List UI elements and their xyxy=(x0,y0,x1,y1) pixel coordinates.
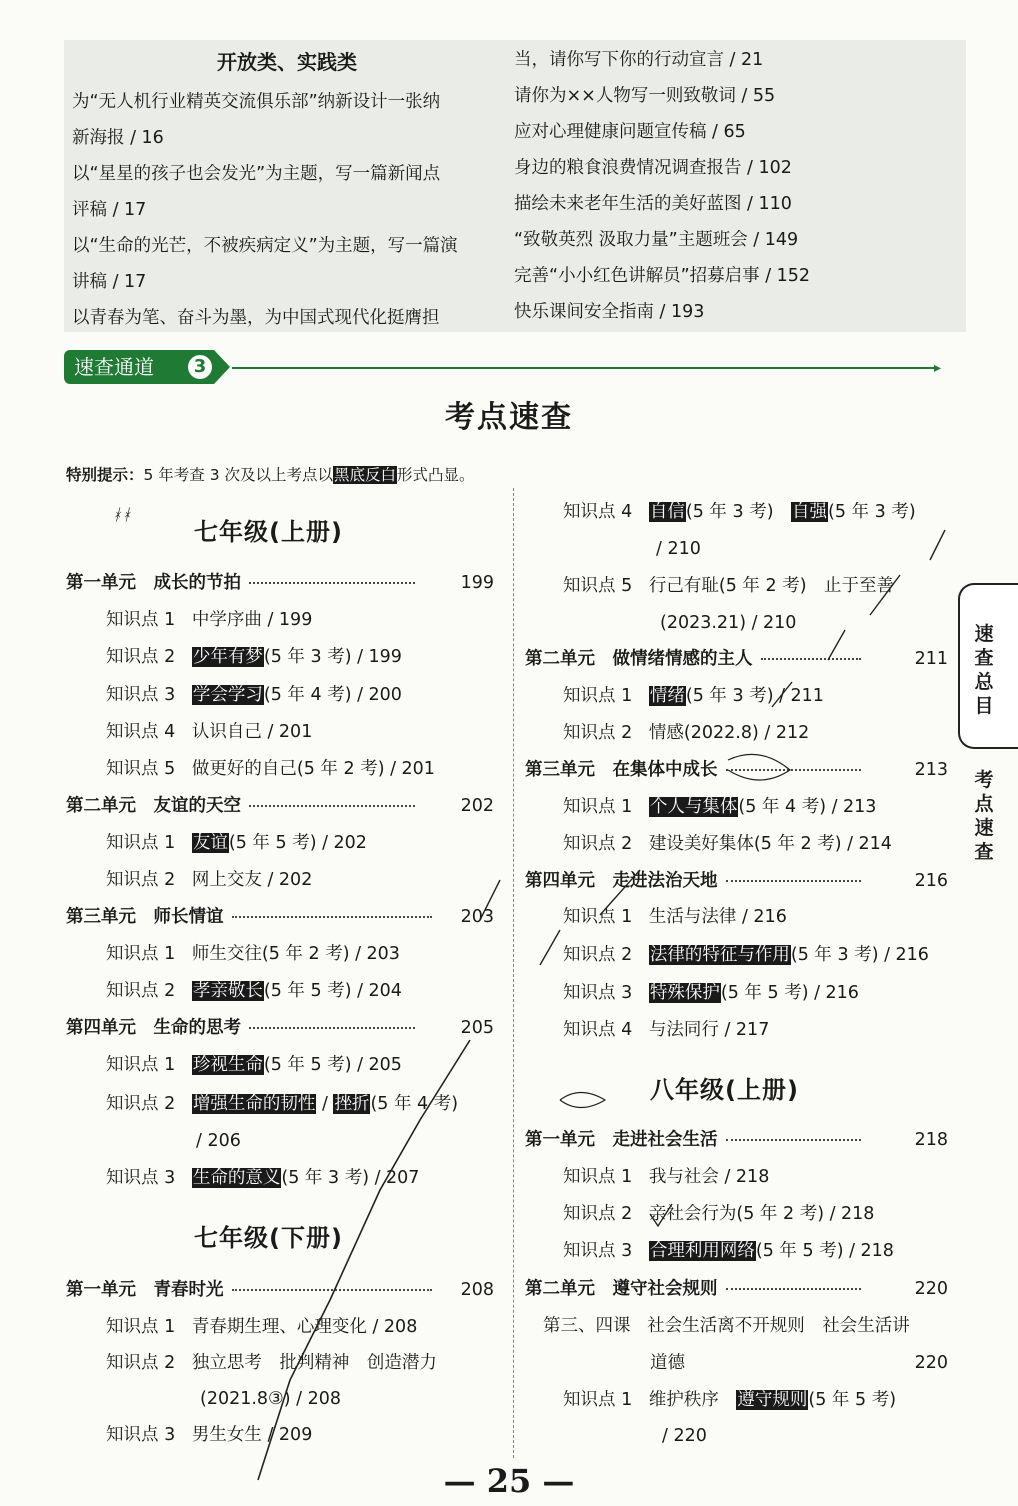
kp-continuation: (2023.21) / 210 xyxy=(660,613,797,633)
kp-text: (5 年 3 考) / 199 xyxy=(263,647,402,667)
kp-text: (5 年 5 考) / 202 xyxy=(228,833,367,853)
list-item: “致敬英烈 汲取力量”主题班会 / 149 xyxy=(514,230,799,250)
kp-text: (5 年 3 考) xyxy=(685,502,792,522)
kp-highlight: 合理利用网络 xyxy=(649,1241,755,1261)
banner-label: 速查通道 xyxy=(64,350,214,384)
kp-label: 知识点 4 xyxy=(563,502,633,522)
kp-separator: / xyxy=(316,1094,334,1114)
kp-label: 知识点 3 xyxy=(563,1241,633,1261)
kp-label: 知识点 5 xyxy=(563,576,633,596)
page-title: 考点速查 xyxy=(445,400,573,435)
kp-text: (5 年 5 考) / 205 xyxy=(263,1055,402,1075)
kp-highlight: 自信 xyxy=(649,502,685,522)
kp-label: 知识点 5 xyxy=(106,759,176,779)
page-number: 199 xyxy=(460,573,494,593)
list-item: 以青春为笔、奋斗为墨，为中国式现代化挺膺担 xyxy=(72,308,440,328)
kp-highlight: 法律的特征与作用 xyxy=(649,945,790,965)
kp-label: 知识点 2 xyxy=(563,1204,633,1224)
page-number-footer: — 25 — xyxy=(443,1462,575,1500)
kp-label: 知识点 1 xyxy=(106,944,176,964)
kp-text: (5 年 4 考) / 200 xyxy=(263,685,402,705)
list-item: 以“生命的光芒，不被疾病定义”为主题，写一篇演 xyxy=(72,236,458,256)
grade-heading: 七年级(上册) xyxy=(194,518,343,546)
kp-label: 知识点 2 xyxy=(106,1094,176,1114)
kp-text: 生活与法律 / 216 xyxy=(648,907,787,927)
kp-highlight: 珍视生命 xyxy=(192,1055,263,1075)
list-item: 评稿 / 17 xyxy=(72,200,147,220)
lesson-label: 第三、四课 xyxy=(543,1316,631,1336)
lesson-continuation: 道德 xyxy=(650,1353,685,1373)
page-number: 208 xyxy=(460,1280,494,1300)
kp-text: 青春期生理、心理变化 / 208 xyxy=(191,1317,418,1337)
unit-title: 第一单元 成长的节拍 xyxy=(66,573,241,593)
arrow-icon: ▸ xyxy=(934,360,942,376)
kp-text: (5 年 3 考) / 207 xyxy=(281,1168,420,1188)
kp-highlight: 孝亲敬长 xyxy=(192,981,263,1001)
kp-highlight: 友谊 xyxy=(192,833,228,853)
page-number: 213 xyxy=(914,760,948,780)
kp-text: 维护秩序 xyxy=(648,1390,737,1410)
kp-label: 知识点 1 xyxy=(563,797,633,817)
kp-highlight: 自强 xyxy=(792,502,828,522)
kp-text: 中学序曲 / 199 xyxy=(191,610,313,630)
list-item: 快乐课间安全指南 / 193 xyxy=(514,302,705,322)
kp-highlight: 挫折 xyxy=(334,1094,370,1114)
tip-label: 特别提示： xyxy=(66,466,144,484)
list-item: 请你为××人物写一则致敬词 / 55 xyxy=(514,86,776,106)
kp-text: (5 年 3 考) / 216 xyxy=(790,945,929,965)
kp-text: 我与社会 / 218 xyxy=(648,1167,770,1187)
unit-title: 第三单元 在集体中成长 xyxy=(525,760,718,780)
page-number: 216 xyxy=(914,871,948,891)
kp-highlight: 特殊保护 xyxy=(649,983,720,1003)
kp-highlight: 情绪 xyxy=(649,686,685,706)
kp-label: 知识点 2 xyxy=(106,981,176,1001)
kp-label: 知识点 3 xyxy=(563,983,633,1003)
list-item: 身边的粮食浪费情况调查报告 / 102 xyxy=(514,158,792,178)
unit-title: 第四单元 生命的思考 xyxy=(66,1018,241,1038)
page-number: 205 xyxy=(460,1018,494,1038)
page-number: 203 xyxy=(460,907,494,927)
handwriting-mark: ᚼᚼ xyxy=(112,505,132,524)
kp-label: 知识点 2 xyxy=(563,834,633,854)
kp-label: 知识点 2 xyxy=(106,1353,176,1373)
kp-highlight: 增强生命的韧性 xyxy=(192,1094,316,1114)
list-item: 新海报 / 16 xyxy=(72,128,164,148)
kp-label: 知识点 2 xyxy=(563,945,633,965)
tip-highlight: 黑底反白 xyxy=(334,466,397,484)
kp-highlight: 少年有梦 xyxy=(192,647,263,667)
section-title: 开放类、实践类 xyxy=(217,50,357,74)
kp-label: 知识点 3 xyxy=(106,1168,176,1188)
unit-title: 第二单元 遵守社会规则 xyxy=(525,1279,718,1299)
list-item: 为“无人机行业精英交流俱乐部”纳新设计一张纳 xyxy=(72,92,441,112)
page-number: 202 xyxy=(460,796,494,816)
unit-title: 第一单元 青春时光 xyxy=(66,1280,224,1300)
kp-text: (5 年 4 考) / 213 xyxy=(738,797,877,817)
kp-text: 亲社会行为(5 年 2 考) / 218 xyxy=(648,1204,875,1224)
unit-title: 第四单元 走进法治天地 xyxy=(525,871,718,891)
kp-text: 情感(2022.8) / 212 xyxy=(648,723,810,743)
kp-text: (5 年 5 考) / 218 xyxy=(755,1241,894,1261)
kp-label: 知识点 1 xyxy=(563,1167,633,1187)
kp-text: (5 年 3 考) / 211 xyxy=(685,686,824,706)
kp-continuation: / 206 xyxy=(196,1131,241,1151)
kp-continuation: / 220 xyxy=(662,1426,707,1446)
kp-continuation: (2021.8③) / 208 xyxy=(200,1389,341,1409)
kp-label: 知识点 2 xyxy=(106,870,176,890)
list-item: 应对心理健康问题宣传稿 / 65 xyxy=(514,122,746,142)
kp-continuation: / 210 xyxy=(656,539,701,559)
kp-text: 男生女生 / 209 xyxy=(191,1425,313,1445)
kp-label: 知识点 1 xyxy=(106,1055,176,1075)
kp-label: 知识点 1 xyxy=(106,833,176,853)
unit-title: 第二单元 友谊的天空 xyxy=(66,796,241,816)
kp-text: (5 年 5 考) / 216 xyxy=(720,983,859,1003)
grade-heading: 七年级(下册) xyxy=(194,1224,343,1252)
kp-label: 知识点 1 xyxy=(563,686,633,706)
unit-title: 第三单元 师长情谊 xyxy=(66,907,224,927)
page-number: 220 xyxy=(914,1279,948,1299)
page-number: 220 xyxy=(914,1353,948,1373)
page-number: 218 xyxy=(914,1130,948,1150)
unit-title: 第二单元 做情绪情感的主人 xyxy=(525,649,753,669)
list-item: 以“星星的孩子也会发光”为主题，写一篇新闻点 xyxy=(72,164,441,184)
kp-text: 师生交往(5 年 2 考) / 203 xyxy=(191,944,400,964)
kp-text: 行己有耻(5 年 2 考) 止于至善 xyxy=(648,576,895,596)
kp-label: 知识点 1 xyxy=(563,907,633,927)
kp-label: 知识点 4 xyxy=(106,722,176,742)
kp-text: (5 年 5 考) xyxy=(808,1390,897,1410)
kp-highlight: 生命的意义 xyxy=(192,1168,281,1188)
kp-label: 知识点 1 xyxy=(106,610,176,630)
kp-label: 知识点 4 xyxy=(563,1020,633,1040)
kp-text: 认识自己 / 201 xyxy=(191,722,313,742)
lesson-text: 社会生活离不开规则 社会生活讲 xyxy=(647,1316,910,1336)
kp-text: (5 年 4 考) xyxy=(370,1094,459,1114)
kp-highlight: 个人与集体 xyxy=(649,797,738,817)
banner-number: 3 xyxy=(188,355,212,379)
list-item: 完善“小小红色讲解员”招募启事 / 152 xyxy=(514,266,811,286)
kp-label: 知识点 1 xyxy=(563,1390,633,1410)
kp-text: (5 年 5 考) / 204 xyxy=(263,981,402,1001)
kp-label: 知识点 3 xyxy=(106,685,176,705)
kp-highlight: 遵守规则 xyxy=(737,1390,808,1410)
side-tab-label[interactable]: 速 查 总 目 xyxy=(974,623,994,717)
list-item: 讲稿 / 17 xyxy=(72,272,147,292)
kp-text: 网上交友 / 202 xyxy=(191,870,313,890)
kp-highlight: 学会学习 xyxy=(192,685,263,705)
side-tab-label-inactive[interactable]: 考 点 速 查 xyxy=(974,769,994,863)
kp-label: 知识点 2 xyxy=(106,647,176,667)
page-number: 211 xyxy=(914,649,948,669)
kp-label: 知识点 2 xyxy=(563,723,633,743)
kp-label: 知识点 1 xyxy=(106,1317,176,1337)
list-item: 当，请你写下你的行动宣言 / 21 xyxy=(514,50,764,70)
list-item: 描绘未来老年生活的美好蓝图 / 110 xyxy=(514,194,792,214)
kp-label: 知识点 3 xyxy=(106,1425,176,1445)
tip-text: 5 年考查 3 次及以上考点以 xyxy=(143,466,334,484)
kp-text: 与法同行 / 217 xyxy=(648,1020,770,1040)
kp-text: 建设美好集体(5 年 2 考) / 214 xyxy=(648,834,892,854)
kp-text: (5 年 3 考) xyxy=(828,502,916,522)
unit-title: 第一单元 走进社会生活 xyxy=(525,1130,718,1150)
kp-text: 独立思考 批判精神 创造潜力 xyxy=(191,1353,437,1373)
grade-heading: 八年级(上册) xyxy=(650,1076,799,1104)
tip-text-end: 形式凸显。 xyxy=(397,466,475,484)
kp-text: 做更好的自己(5 年 2 考) / 201 xyxy=(191,759,435,779)
